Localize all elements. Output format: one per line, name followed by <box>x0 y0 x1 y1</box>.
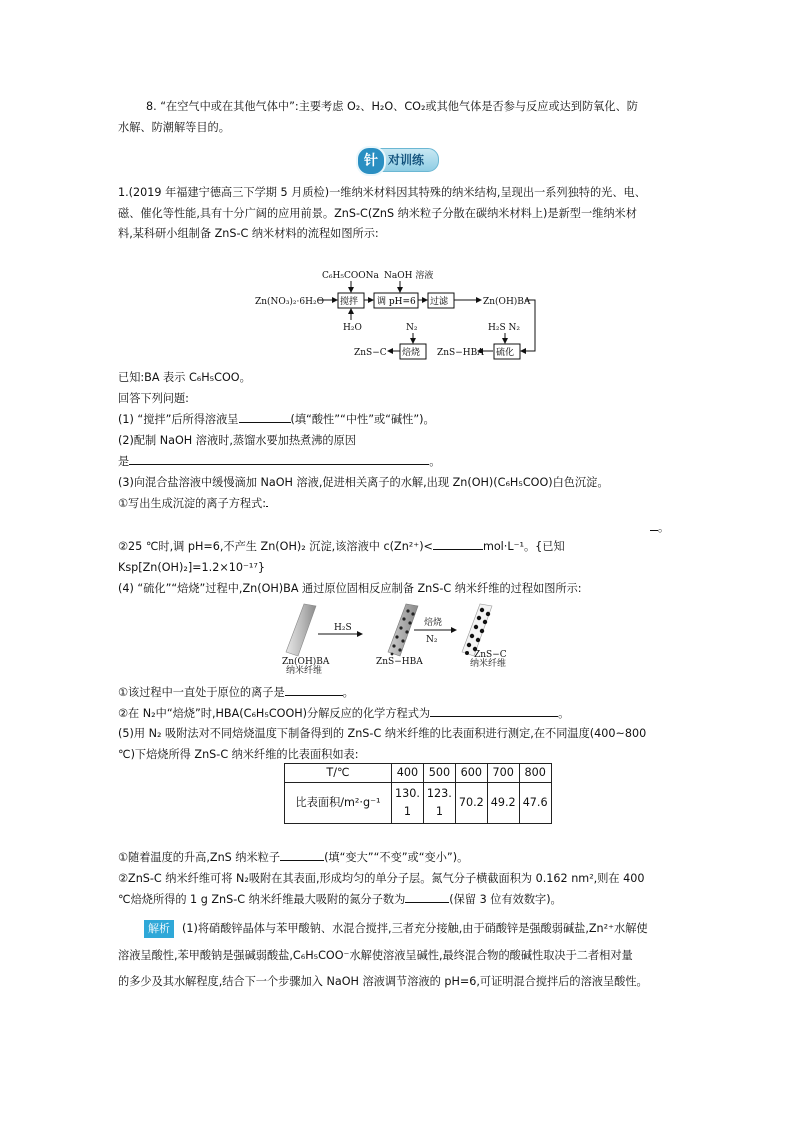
table-cell: 800 <box>519 764 551 783</box>
section-badge <box>357 148 439 172</box>
flow-reagent-benzoate: C₆H₅COONa <box>322 271 379 281</box>
question-5-line1: (5)用 N₂ 吸附法对不同焙烧温度下制备得到的 ZnS-C 纳米纤维的比表面积进行测定,在不同温度(400~800 <box>118 727 647 740</box>
answer-blank-5a[interactable] <box>280 848 324 861</box>
table-cell: 70.2 <box>455 783 487 824</box>
question-2-answer-line: 是 。 <box>118 452 676 472</box>
flow-box-stir-label: 搅拌 <box>340 297 359 307</box>
fiber-roast-label: 焙烧 <box>424 618 443 628</box>
flow-h2s-n2: H₂S N₂ <box>488 323 520 333</box>
table-cell: 700 <box>487 764 519 783</box>
table-row <box>285 783 552 824</box>
question-intro-2: 磁、催化等性能,具有十分广阔的应用前景。ZnS-C(ZnS 纳米粒子分散在碳纳米材料上)是新型一维纳米材 <box>118 207 637 220</box>
question-5a: ①随着温度的升高,ZnS 纳米粒子 (填“变大”“不变”或“变小”)。 <box>118 848 676 868</box>
question-3a-end: 。 <box>650 518 669 538</box>
flow-box-sulfide-label: 硫化 <box>496 348 515 358</box>
fiber-znshba-icon <box>388 604 418 656</box>
question-3b: ②25 ℃时,调 pH=6,不产生 Zn(OH)₂ 沉淀,该溶液中 c(Zn²⁺)< mol·L⁻¹。{已知 <box>118 537 676 557</box>
known-note: 已知:BA 表示 C₆H₅COO。 <box>118 371 251 384</box>
flow-final-product: ZnS−C <box>354 348 387 358</box>
point-8-line1: 8. “在空气中或在其他气体中”:主要考虑 O₂、H₂O、CO₂或其他气体是否参与反应或达到防氧化、防 <box>146 100 638 113</box>
question-4: (4) “硫化”“焙烧”过程中,Zn(OH)BA 通过原位固相反应制备 ZnS-C 纳米纤维的过程如图所示: <box>118 582 582 595</box>
surface-area-table <box>284 763 552 824</box>
fiber-znohba-icon <box>286 604 316 656</box>
answer-blank-3b[interactable] <box>433 537 483 550</box>
flow-water: H₂O <box>343 323 362 333</box>
fiber-n2-label: N₂ <box>426 635 438 645</box>
question-3a: ①写出生成沉淀的离子方程式: <box>118 494 676 514</box>
table-cell: 47.6 <box>519 783 551 824</box>
table-cell: 49.2 <box>487 783 519 824</box>
answer-blank-4b[interactable] <box>430 704 558 717</box>
answer-prompt: 回答下列问题: <box>118 392 189 405</box>
question-5-line2: ℃)下焙烧所得 ZnS-C 纳米纤维的比表面积如表: <box>118 748 359 761</box>
answer-blank-1[interactable] <box>239 410 291 423</box>
analysis-line1: (1)将硝酸锌晶体与苯甲酸钠、水混合搅拌,三者充分接触,由于硝酸锌是强酸弱碱盐,Zn²⁺水解使 <box>182 922 648 935</box>
fiber-label-1b: 纳米纤维 <box>286 666 323 674</box>
table-cell: 600 <box>455 764 487 783</box>
fiber-label-1a: Zn(OH)BA <box>282 657 330 667</box>
question-intro-3: 料,某科研小组制备 ZnS-C 纳米材料的流程如图所示: <box>118 227 379 240</box>
fiber-label-3a: ZnS−C <box>474 650 507 660</box>
answer-blank-2[interactable] <box>129 452 429 465</box>
flow-box-ph-label: 调 pH=6 <box>377 297 416 307</box>
question-intro-1: 1.(2019 年福建宁德高三下学期 5 月质检)一维纳米材料因其特殊的纳米结构,呈现出一系列独特的光、电、 <box>118 186 646 199</box>
question-3: (3)向混合盐溶液中缓慢滴加 NaOH 溶液,促进相关离子的水解,出现 Zn(OH)(C₆H₅COO)白色沉淀。 <box>118 476 609 489</box>
flow-box-roast-label: 焙烧 <box>402 348 421 358</box>
question-4a: ①该过程中一直处于原位的离子是 。 <box>118 683 676 703</box>
answer-blank-5b[interactable] <box>405 890 449 903</box>
table-row-label: 比表面积/m²·g⁻¹ <box>285 783 392 824</box>
point-8-line2: 水解、防潮解等目的。 <box>118 121 230 134</box>
nanofiber-process-diagram <box>276 602 616 674</box>
flow-n2: N₂ <box>406 323 418 333</box>
answer-blank-3a[interactable] <box>266 494 268 507</box>
question-2: (2)配制 NaOH 溶液时,蒸馏水要加热煮沸的原因 <box>118 434 356 447</box>
question-3b-ksp: Ksp[Zn(OH)₂]=1.2×10⁻¹⁷} <box>118 561 265 574</box>
fiber-label-2: ZnS−HBA <box>376 657 423 667</box>
analysis-line2: 溶液呈酸性,苯甲酸钠是强碱弱酸盐,C₆H₅COO⁻水解使溶液呈碱性,最终混合物的酸碱性取决于二者相对量 <box>118 949 633 962</box>
section-badge-icon: 针 <box>356 146 386 176</box>
question-4b: ②在 N₂中“焙烧”时,HBA(C₆H₅COOH)分解反应的化学方程式为 。 <box>118 704 676 724</box>
table-cell: 130. 1 <box>392 783 424 824</box>
table-row <box>285 764 552 783</box>
flow-start-material: Zn(NO₃)₂·6H₂O <box>255 297 324 307</box>
analysis-tag: 解析 <box>144 920 174 938</box>
question-5b-line2: ℃焙烧所得的 1 g ZnS-C 纳米纤维最大吸附的氮分子数为 (保留 3 位有效数字)。 <box>118 890 676 910</box>
analysis-line3: 的多少及其水解程度,结合下一个步骤加入 NaOH 溶液调节溶液的 pH=6,可证明混合搅拌后的溶液呈酸性。 <box>118 975 648 988</box>
flow-product-znohba: Zn(OH)BA <box>483 297 531 307</box>
table-header-temp: T/℃ <box>285 764 392 783</box>
table-cell: 123. 1 <box>423 783 455 824</box>
process-flow-diagram <box>250 262 550 362</box>
table-cell: 500 <box>423 764 455 783</box>
fiber-label-3b: 纳米纤维 <box>470 659 507 669</box>
table-cell: 400 <box>392 764 424 783</box>
answer-blank-4a[interactable] <box>285 683 343 696</box>
question-5b-line1: ②ZnS-C 纳米纤维可将 N₂吸附在其表面,形成均匀的单分子层。氮气分子横截面积为 0.162 nm²,则在 400 <box>118 872 645 885</box>
fiber-h2s-label: H₂S <box>334 623 352 633</box>
flow-reagent-naoh: NaOH 溶液 <box>384 271 434 281</box>
question-1: (1) “搅拌”后所得溶液呈 (填“酸性”“中性”或“碱性”)。 <box>118 410 676 430</box>
flow-intermediate: ZnS−HBA <box>437 348 484 358</box>
section-badge-label: 对训练 <box>388 153 425 167</box>
flow-box-filter-label: 过滤 <box>430 297 449 307</box>
